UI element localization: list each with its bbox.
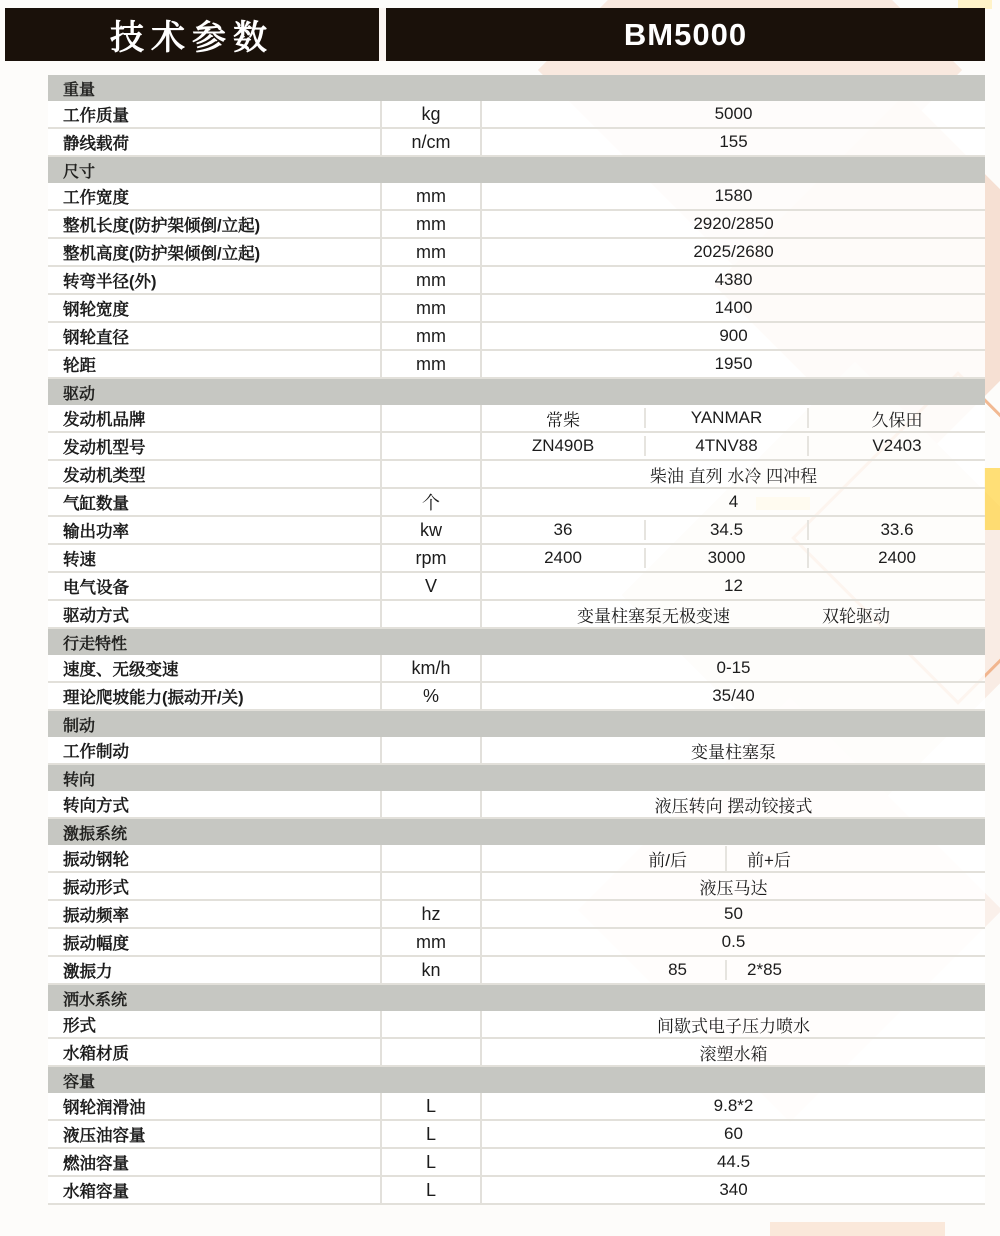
row-subvalue-cell <box>809 436 985 456</box>
row-value: 前/后 <box>648 850 687 870</box>
spec-row <box>48 573 985 601</box>
row-value: 900 <box>719 326 748 345</box>
row-value: 12 <box>724 576 743 595</box>
section-header <box>48 75 985 101</box>
row-value-cell <box>482 295 985 321</box>
row-value-cell <box>482 873 985 899</box>
row-label-cell <box>48 1093 382 1119</box>
row-value: 2025/2680 <box>693 242 774 261</box>
section-title: 驱动 <box>63 385 96 403</box>
row-value: 1400 <box>714 298 753 317</box>
row-label-cell <box>48 1121 382 1147</box>
row-label: 钢轮润滑油 <box>63 1099 146 1117</box>
row-subvalue-cell <box>482 846 727 871</box>
row-unit: kg <box>421 103 441 124</box>
spec-row <box>48 323 985 351</box>
row-unit: L <box>425 1151 436 1172</box>
spec-row <box>48 845 985 873</box>
spec-row <box>48 1121 985 1149</box>
spec-row <box>48 433 985 461</box>
row-subvalue-cell <box>482 406 644 431</box>
spec-row <box>48 545 985 573</box>
row-value-cell <box>482 1093 985 1119</box>
row-value: 35/40 <box>712 686 755 705</box>
row-value-cell <box>482 351 985 377</box>
row-label: 转速 <box>63 551 96 569</box>
row-unit: L <box>425 1123 436 1144</box>
spec-row <box>48 1039 985 1067</box>
row-label-cell <box>48 737 382 763</box>
row-unit: L <box>425 1095 436 1116</box>
section-title: 转向 <box>63 771 96 789</box>
section-header <box>48 379 985 405</box>
row-unit-cell <box>382 737 482 763</box>
row-label: 形式 <box>63 1017 96 1035</box>
row-label-cell <box>48 573 382 599</box>
spec-row <box>48 211 985 239</box>
row-unit: km/h <box>411 657 451 678</box>
row-unit-cell <box>382 873 482 899</box>
row-label: 输出功率 <box>63 523 129 541</box>
row-label-cell <box>48 129 382 155</box>
row-unit: n/cm <box>411 131 451 152</box>
row-value-cell <box>482 129 985 155</box>
row-value: 2920/2850 <box>693 214 774 233</box>
spec-row <box>48 1011 985 1039</box>
section-title: 行走特性 <box>63 635 128 653</box>
row-unit: kn <box>421 959 441 980</box>
row-value: 340 <box>719 1180 748 1199</box>
row-value: 4TNV88 <box>695 436 758 455</box>
row-unit: 个 <box>422 493 440 513</box>
spec-row <box>48 517 985 545</box>
section-header <box>48 157 985 183</box>
row-subvalue-cell <box>482 520 644 540</box>
row-label-cell <box>48 239 382 265</box>
row-unit-cell <box>382 601 482 627</box>
row-value: 1950 <box>714 354 753 373</box>
row-label-cell <box>48 1149 382 1175</box>
row-label: 液压油容量 <box>63 1127 146 1145</box>
row-unit-cell <box>382 1093 482 1119</box>
spec-row <box>48 655 985 683</box>
row-label: 速度、无级变速 <box>63 661 179 679</box>
row-value-cell <box>482 683 985 709</box>
row-unit-cell <box>382 239 482 265</box>
spec-row <box>48 791 985 819</box>
row-unit: hz <box>421 903 441 924</box>
row-value: 液压转向 摆动铰接式 <box>654 796 813 816</box>
row-label-cell <box>48 183 382 209</box>
row-unit-cell <box>382 351 482 377</box>
row-unit-cell <box>382 405 482 431</box>
row-value-cell <box>482 433 985 459</box>
row-label-cell <box>48 295 382 321</box>
yellow-accent-watermark <box>984 468 1000 530</box>
row-value: 44.5 <box>716 1152 751 1171</box>
spec-row <box>48 267 985 295</box>
row-value-cell <box>482 545 985 571</box>
page-title: 技术参数 <box>5 8 379 61</box>
row-value: 4 <box>728 492 739 511</box>
row-subvalue-cell <box>644 408 809 428</box>
row-label-cell <box>48 683 382 709</box>
spec-row <box>48 183 985 211</box>
row-unit-cell <box>382 101 482 127</box>
row-label: 发动机型号 <box>63 439 146 457</box>
row-value: 常柴 <box>546 410 580 430</box>
row-subvalue-cell <box>644 436 809 456</box>
row-subvalue-cell <box>727 960 985 980</box>
row-value-cell <box>482 101 985 127</box>
row-unit-cell <box>382 655 482 681</box>
row-value: 4380 <box>714 270 753 289</box>
row-value: 33.6 <box>880 520 914 539</box>
row-value-cell <box>482 737 985 763</box>
row-value: YANMAR <box>690 408 763 427</box>
section-header <box>48 629 985 655</box>
row-unit-cell <box>382 295 482 321</box>
section-header <box>48 711 985 737</box>
row-unit: V <box>424 575 437 596</box>
row-label: 振动频率 <box>63 907 129 925</box>
row-unit: % <box>422 685 439 706</box>
section-header <box>48 1067 985 1093</box>
section-header <box>48 985 985 1011</box>
row-label: 驱动方式 <box>63 607 129 625</box>
row-label: 水箱材质 <box>63 1045 129 1063</box>
row-label-cell <box>48 545 382 571</box>
row-unit-cell <box>382 545 482 571</box>
section-title: 尺寸 <box>63 163 96 181</box>
row-value: 34.5 <box>709 520 744 539</box>
row-label-cell <box>48 351 382 377</box>
row-label-cell <box>48 489 382 515</box>
row-label: 振动钢轮 <box>63 851 129 869</box>
row-value-cell <box>482 957 985 983</box>
title-bar-divider <box>379 8 386 61</box>
spec-row <box>48 737 985 765</box>
row-value: 2*85 <box>747 960 782 979</box>
section-title: 洒水系统 <box>63 991 128 1009</box>
row-label-cell <box>48 101 382 127</box>
row-value-cell <box>482 601 985 627</box>
row-label: 发动机类型 <box>63 467 146 485</box>
row-label: 振动形式 <box>63 879 129 897</box>
row-label: 转弯半径(外) <box>63 273 157 291</box>
row-unit-cell <box>382 267 482 293</box>
row-unit: mm <box>416 931 446 952</box>
row-value-cell <box>482 655 985 681</box>
section-title: 重量 <box>63 81 96 99</box>
row-label: 转向方式 <box>63 797 129 815</box>
row-unit: mm <box>416 353 446 374</box>
row-unit: mm <box>416 325 446 346</box>
row-label-cell <box>48 405 382 431</box>
row-value-cell <box>482 1039 985 1065</box>
row-label-cell <box>48 1011 382 1037</box>
row-label-cell <box>48 845 382 871</box>
spec-row <box>48 405 985 433</box>
row-value: 85 <box>668 960 687 979</box>
row-label: 整机长度(防护架倾倒/立起) <box>63 217 261 235</box>
row-label: 水箱容量 <box>63 1183 129 1201</box>
row-unit-cell <box>382 183 482 209</box>
spec-table <box>48 75 985 1205</box>
spec-row <box>48 239 985 267</box>
spec-row <box>48 129 985 157</box>
row-unit: kw <box>420 519 442 540</box>
row-unit: L <box>425 1179 436 1200</box>
row-unit-cell <box>382 323 482 349</box>
row-value: 155 <box>719 132 748 151</box>
row-unit-cell <box>382 461 482 487</box>
spec-row <box>48 1149 985 1177</box>
spec-row <box>48 1093 985 1121</box>
row-value: 变量柱塞泵 <box>691 742 776 762</box>
row-label: 气缸数量 <box>63 495 129 513</box>
row-unit-cell <box>382 957 482 983</box>
row-value-cell <box>482 845 985 871</box>
row-value: 2400 <box>544 548 582 567</box>
row-subvalue-cell <box>809 520 985 540</box>
row-value: V2403 <box>872 436 922 455</box>
row-value-cell <box>482 461 985 487</box>
row-value: 50 <box>724 904 743 923</box>
row-label-cell <box>48 655 382 681</box>
row-subvalue-cell <box>644 548 809 568</box>
row-subvalue-cell <box>482 436 644 456</box>
row-label-cell <box>48 433 382 459</box>
row-subvalue-cell <box>727 846 985 871</box>
row-label: 激振力 <box>63 963 113 981</box>
row-unit-cell <box>382 1121 482 1147</box>
row-label-cell <box>48 901 382 927</box>
row-label: 轮距 <box>63 357 96 375</box>
row-label: 电气设备 <box>63 579 129 597</box>
row-label: 静线载荷 <box>63 135 129 153</box>
row-unit: mm <box>416 269 446 290</box>
row-label-cell <box>48 929 382 955</box>
row-value-cell <box>482 929 985 955</box>
orange-accent-watermark <box>770 1222 945 1236</box>
row-label: 工作宽度 <box>63 189 129 207</box>
title-bar <box>5 8 985 61</box>
row-value: 液压马达 <box>699 878 768 898</box>
row-unit-cell <box>382 129 482 155</box>
row-unit-cell <box>382 1039 482 1065</box>
row-value: 滚塑水箱 <box>699 1044 768 1064</box>
row-unit-cell <box>382 929 482 955</box>
row-unit: mm <box>416 185 446 206</box>
section-title: 激振系统 <box>63 825 128 843</box>
section-title: 容量 <box>63 1073 96 1091</box>
section-header <box>48 819 985 845</box>
row-unit: mm <box>416 297 446 318</box>
spec-row <box>48 873 985 901</box>
row-label-cell <box>48 211 382 237</box>
row-value: 变量柱塞泵无极变速 <box>577 606 730 626</box>
row-subvalue-cell <box>482 960 727 980</box>
row-value: 9.8*2 <box>713 1096 754 1115</box>
row-label-cell <box>48 323 382 349</box>
row-label-cell <box>48 461 382 487</box>
row-value-cell <box>482 405 985 431</box>
row-label: 工作制动 <box>63 743 129 761</box>
model-title: BM5000 <box>386 8 985 61</box>
row-label: 燃油容量 <box>63 1155 129 1173</box>
row-value: 5000 <box>714 104 753 123</box>
row-unit-cell <box>382 489 482 515</box>
spec-row <box>48 901 985 929</box>
row-unit-cell <box>382 517 482 543</box>
row-unit-cell <box>382 433 482 459</box>
row-label-cell <box>48 267 382 293</box>
row-value: 0.5 <box>721 932 746 951</box>
spec-row <box>48 351 985 379</box>
spec-row <box>48 489 985 517</box>
row-unit-cell <box>382 845 482 871</box>
row-value: 1580 <box>714 186 753 205</box>
row-label: 理论爬坡能力(振动开/关) <box>63 689 244 707</box>
row-value: 36 <box>553 520 573 539</box>
row-value: 前+后 <box>747 850 791 870</box>
row-value: 60 <box>724 1124 743 1143</box>
row-label-cell <box>48 601 382 627</box>
row-value-cell <box>482 1011 985 1037</box>
row-label-cell <box>48 791 382 817</box>
row-value-cell <box>482 791 985 817</box>
row-unit-cell <box>382 1177 482 1203</box>
spec-row <box>48 683 985 711</box>
spec-row <box>48 1177 985 1205</box>
section-title: 制动 <box>63 717 96 735</box>
row-value: 久保田 <box>871 410 923 430</box>
row-value: 0-15 <box>716 658 751 677</box>
spec-row <box>48 101 985 129</box>
row-unit: mm <box>416 213 446 234</box>
row-unit-cell <box>382 901 482 927</box>
row-value: 双轮驱动 <box>822 606 890 626</box>
spec-row <box>48 929 985 957</box>
row-label-cell <box>48 1039 382 1065</box>
row-value-cell <box>482 1149 985 1175</box>
row-label: 钢轮直径 <box>63 329 129 347</box>
row-unit-cell <box>382 1149 482 1175</box>
row-unit: mm <box>416 241 446 262</box>
spec-row <box>48 461 985 489</box>
row-label-cell <box>48 957 382 983</box>
row-unit: rpm <box>415 547 447 568</box>
row-label: 振动幅度 <box>63 935 129 953</box>
spec-row <box>48 601 985 629</box>
row-subvalue-cell <box>809 406 985 431</box>
row-label-cell <box>48 873 382 899</box>
row-value: ZN490B <box>531 436 595 455</box>
row-value-cell <box>482 1177 985 1203</box>
row-subvalue-cell <box>809 548 985 568</box>
row-value-cell <box>482 517 985 543</box>
row-subvalue-cell <box>644 520 809 540</box>
row-value-cell <box>482 573 985 599</box>
row-label: 整机高度(防护架倾倒/立起) <box>63 245 261 263</box>
row-subvalue-cell <box>482 548 644 568</box>
spec-row <box>48 295 985 323</box>
row-unit-cell <box>382 573 482 599</box>
row-value-cell <box>482 183 985 209</box>
row-value-cell <box>482 323 985 349</box>
section-header <box>48 765 985 791</box>
row-value-cell <box>482 239 985 265</box>
row-unit-cell <box>382 1011 482 1037</box>
row-unit-cell <box>382 791 482 817</box>
row-value-cell <box>482 211 985 237</box>
row-unit-cell <box>382 683 482 709</box>
row-value: 间歇式电子压力喷水 <box>657 1016 810 1036</box>
row-value: 柴油 直列 水冷 四冲程 <box>649 466 818 486</box>
row-label-cell <box>48 1177 382 1203</box>
row-value: 3000 <box>707 548 746 567</box>
row-value-cell <box>482 489 985 515</box>
row-label: 钢轮宽度 <box>63 301 129 319</box>
row-label: 发动机品牌 <box>63 411 146 429</box>
row-value-cell <box>482 267 985 293</box>
spec-row <box>48 957 985 985</box>
row-label-cell <box>48 517 382 543</box>
row-unit-cell <box>382 211 482 237</box>
row-value-cell <box>482 1121 985 1147</box>
row-value: 2400 <box>878 548 916 567</box>
row-label: 工作质量 <box>63 107 129 125</box>
row-value-cell <box>482 901 985 927</box>
